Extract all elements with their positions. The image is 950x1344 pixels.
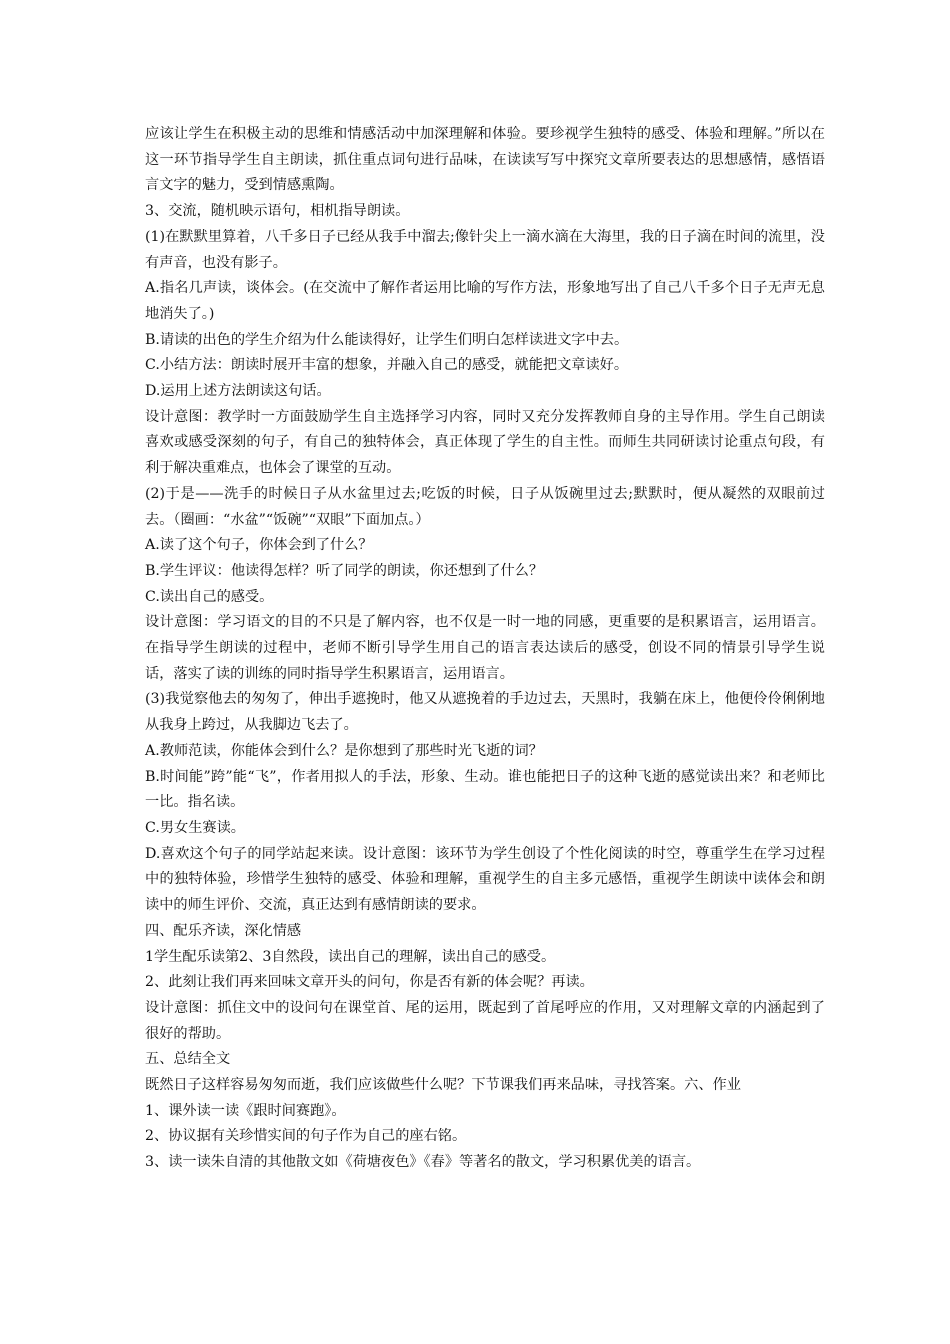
paragraph-sentence-1: (1)在默默里算着，八千多日子已经从我手中溜去;像针尖上一滴水滴在大海里，我的日子滴在时间的流里，没有声音，也没有影子。 — [145, 228, 825, 271]
paragraph-sentence-3: (3)我觉察他去的匆匆了，伸出手遮挽时，他又从遮挽着的手边过去，天黑时，我躺在床上，他便伶伶俐俐地从我身上跨过，从我脚边飞去了。 — [145, 691, 825, 734]
paragraph-step-3-heading: 3、交流，随机映示语句，相机指导朗读。 — [145, 203, 410, 220]
paragraph-design-intent-1: 设计意图：教学时一方面鼓励学生自主选择学习内容，同时又充分发挥教师自身的主导作用。学生自己朗读喜欢或感受深刻的句子，有自己的独特体会，真正体现了学生的自主性。而师生共同研读讨论重点句段，有利于解决重难点，也体会了课堂的互动。 — [145, 408, 825, 477]
paragraph-item-3b: B.时间能”跨”能“飞”，作者用拟人的手法，形象、生动。谁也能把日子的这种飞逝的感觉读出来？和老师比一比。指名读。 — [145, 768, 825, 811]
paragraph-homework-3: 3、读一读朱自清的其他散文如《荷塘夜色》《春》等著名的散文，学习积累优美的语言。 — [145, 1154, 701, 1171]
paragraph-homework-1: 1、课外读一读《跟时间赛跑》。 — [145, 1102, 346, 1119]
section-heading-5: 五、总结全文 — [145, 1051, 231, 1068]
paragraph-intro-continuation: 应该让学生在积极主动的思维和情感活动中加深理解和体验。要珍视学生独特的感受、体验和理解。”所以在这一环节指导学生自主朗读，抓住重点词句进行品味，在读读写写中探究文章所要表达的思想感情，感悟语言文字的魅力，受到情感熏陶。 — [145, 126, 825, 194]
paragraph-item-3a: A.教师范读，你能体会到什么？是你想到了那些时光飞逝的词？ — [145, 742, 543, 759]
paragraph-item-3d: D.喜欢这个句子的同学站起来读。设计意图：该环节为学生创设了个性化阅读的时空，尊重学生在学习过程中的独特体验，珍惜学生独特的感受、体验和理解，重视学生的自主多元感悟，重视学生朗读中读体会和朗读中的师生评价、交流，真正达到有感情朗读的要求。 — [145, 845, 825, 914]
paragraph-summary: 既然日子这样容易匆匆而逝，我们应该做些什么呢？下节课我们再来品味，寻找答案。六、作业 — [145, 1077, 741, 1094]
paragraph-design-intent-3: 设计意图：抓住文中的设问句在课堂首、尾的运用，既起到了首尾呼应的作用，又对理解文章的内涵起到了很好的帮助。 — [145, 999, 825, 1042]
paragraph-item-2a: A.读了这个句子，你体会到了什么？ — [145, 537, 373, 554]
paragraph-design-intent-2: 设计意图：学习语文的目的不只是了解内容，也不仅是一时一地的同感，更重要的是积累语言，运用语言。在指导学生朗读的过程中，老师不断引导学生用自己的语言表达读后的感受，创设不同的情景引导学生说话，落实了读的训练的同时指导学生积累语言，运用语言。 — [145, 614, 825, 682]
paragraph-item-1c: C.小结方法：朗读时展开丰富的想象，并融入自己的感受，就能把文章读好。 — [145, 357, 629, 374]
paragraph-item-1d: D.运用上述方法朗读这句话。 — [145, 383, 331, 400]
document-body — [145, 122, 825, 1176]
paragraph-section-4-step-2: 2、此刻让我们再来回味文章开头的问句，你是否有新的体会呢？再读。 — [145, 974, 594, 991]
paragraph-item-3c: C.男女生赛读。 — [145, 819, 245, 836]
paragraph-homework-2: 2、协议据有关珍惜实间的句子作为自己的座右铭。 — [145, 1128, 467, 1145]
section-heading-4: 四、配乐齐读，深化情感 — [145, 922, 302, 939]
paragraph-item-2c: C.读出自己的感受。 — [145, 588, 274, 605]
paragraph-item-1a: A.指名几声读，谈体会。(在交流中了解作者运用比喻的写作方法，形象地写出了自己八千多个日子无声无息地消失了。) — [145, 280, 825, 322]
paragraph-item-1b: B.请读的出色的学生介绍为什么能读得好，让学生们明白怎样读进文字中去。 — [145, 331, 629, 348]
paragraph-item-2b: B.学生评议：他读得怎样？听了同学的朗读，你还想到了什么？ — [145, 562, 544, 579]
paragraph-sentence-2: (2)于是——洗手的时候日子从水盆里过去;吃饭的时候，日子从饭碗里过去;默默时，便从凝然的双眼前过去。（圈画：“水盆”“饭碗”“双眼”下面加点。） — [145, 485, 825, 528]
paragraph-section-4-step-1: 1学生配乐读第2、3自然段，读出自己的理解，读出自己的感受。 — [145, 948, 556, 965]
